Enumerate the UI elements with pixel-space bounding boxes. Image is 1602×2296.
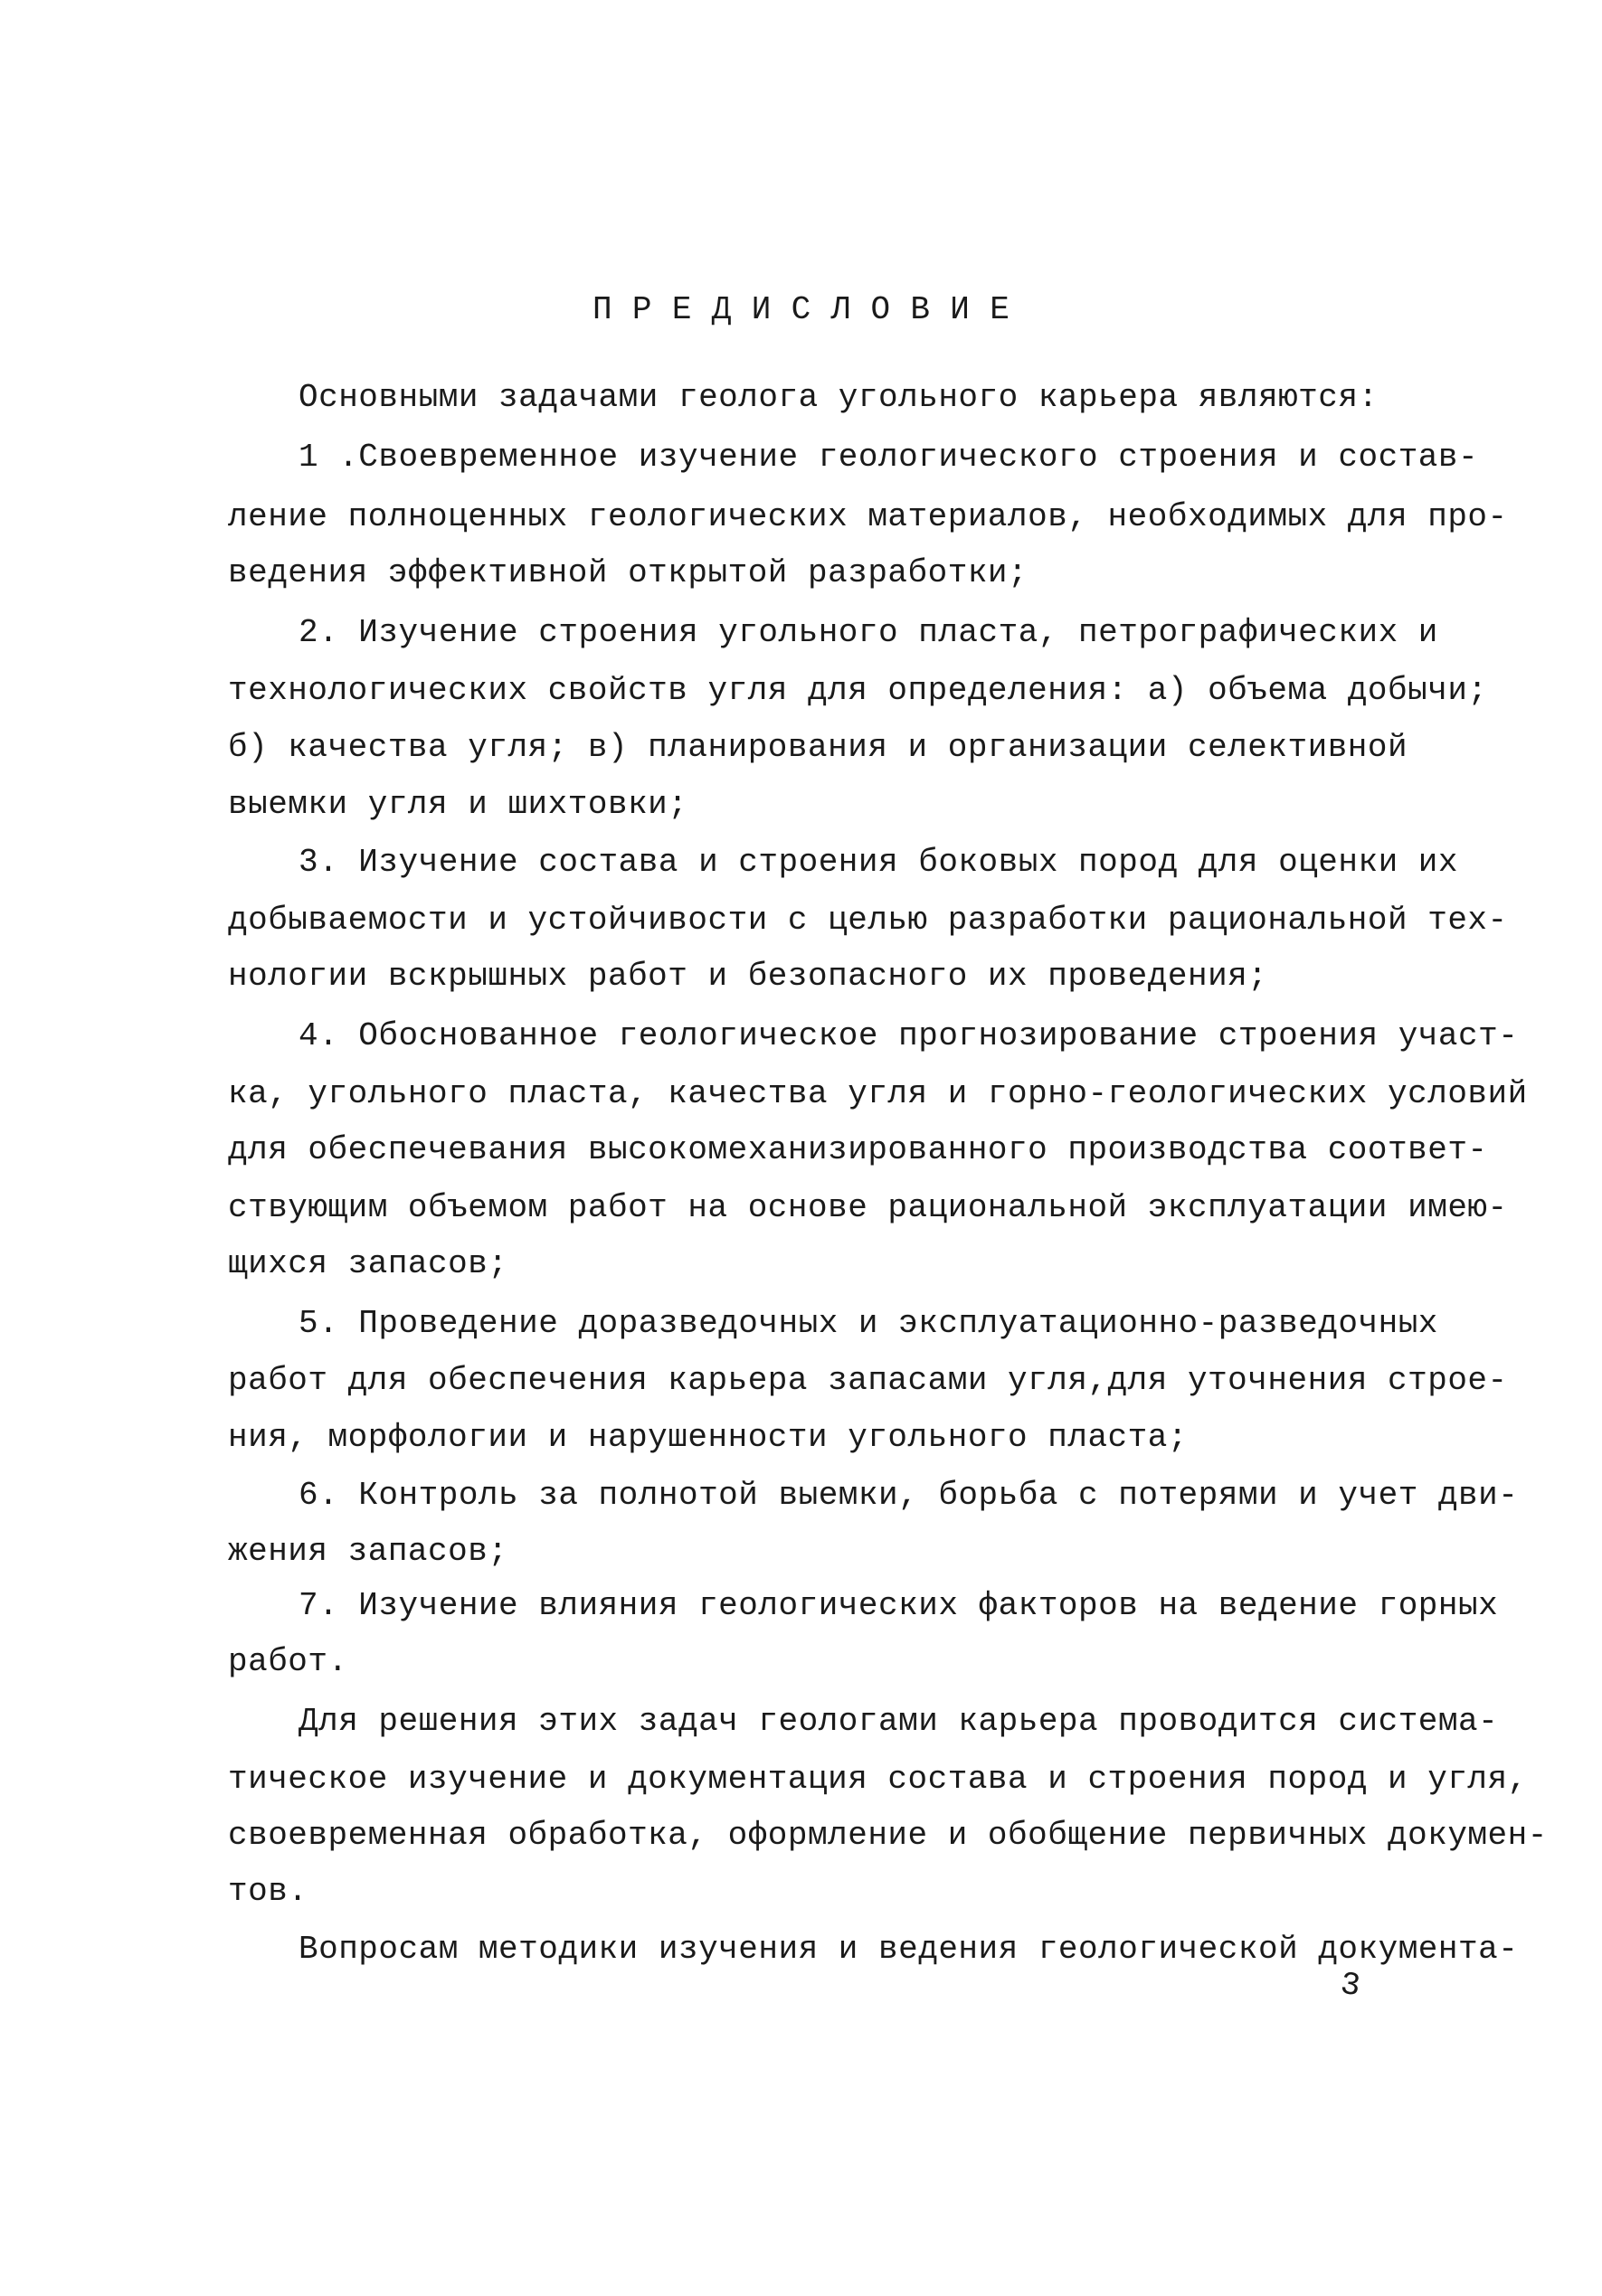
text-line: 6. Контроль за полнотой выемки, борьба с потерями и учет дви- bbox=[299, 1477, 1519, 1514]
text-line: 2. Изучение строения угольного пласта, петрографических и bbox=[299, 614, 1438, 651]
text-line: 7. Изучение влияния геологических факторов на ведение горных bbox=[299, 1587, 1499, 1624]
text-line: добываемости и устойчивости с целью разработки рациональной тех- bbox=[228, 902, 1508, 939]
text-line: своевременная обработка, оформление и обобщение первичных докумен- bbox=[228, 1817, 1548, 1854]
text-line: ния, морфологии и нарушенности угольного пласта; bbox=[228, 1419, 1188, 1456]
text-line: нологии вскрышных работ и безопасного их проведения; bbox=[228, 958, 1268, 995]
text-line: технологических свойств угля для определения: а) объема добычи; bbox=[228, 672, 1488, 709]
page-number: 3 bbox=[1338, 1965, 1363, 2006]
text-line: 1 .Своевременное изучение геологического строения и состав- bbox=[299, 439, 1479, 476]
text-line: ление полноценных геологических материалов, необходимых для про- bbox=[228, 498, 1508, 535]
text-line: Основными задачами геолога угольного карьера являются: bbox=[299, 379, 1379, 416]
text-line: выемки угля и шихтовки; bbox=[228, 786, 688, 823]
text-line: тическое изучение и документация состава и строения пород и угля, bbox=[228, 1761, 1528, 1798]
text-line: тов. bbox=[228, 1873, 308, 1910]
page-title: ПРЕДИСЛОВИЕ bbox=[592, 291, 1030, 328]
text-line: ствующим объемом работ на основе рациональной эксплуатации имею- bbox=[228, 1189, 1508, 1226]
text-line: жения запасов; bbox=[228, 1533, 508, 1570]
text-line: 5. Проведение доразведочных и эксплуатационно-разведочных bbox=[299, 1305, 1438, 1342]
text-line: работ. bbox=[228, 1643, 348, 1680]
text-line: работ для обеспечения карьера запасами угля,для уточнения строе- bbox=[228, 1362, 1508, 1399]
text-line: ведения эффективной открытой разработки; bbox=[228, 554, 1029, 591]
text-line: ка, угольного пласта, качества угля и горно-геологических условий bbox=[228, 1075, 1528, 1112]
text-line: 4. Обоснованное геологическое прогнозирование строения участ- bbox=[299, 1017, 1519, 1054]
text-line: для обеспечевания высокомеханизированного производства соответ- bbox=[228, 1131, 1488, 1168]
text-line: щихся запасов; bbox=[228, 1245, 508, 1282]
text-line: Для решения этих задач геологами карьера проводится система- bbox=[299, 1703, 1499, 1740]
text-line: б) качества угля; в) планирования и организации селективной bbox=[228, 729, 1408, 766]
text-line: Вопросам методики изучения и ведения геологической документа- bbox=[299, 1931, 1519, 1968]
text-line: 3. Изучение состава и строения боковых пород для оценки их bbox=[299, 844, 1459, 881]
